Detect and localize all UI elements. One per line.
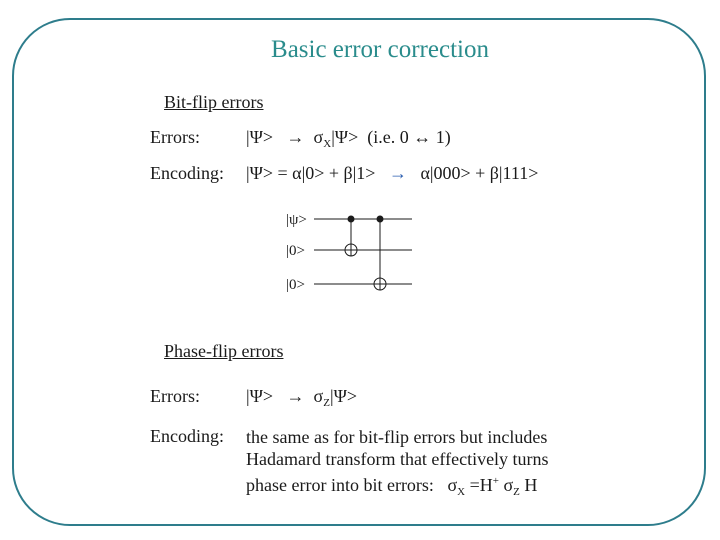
phase-flip-errors-expression <box>246 386 357 409</box>
encoding-circuit <box>280 205 420 300</box>
encoding-rhs: α|000> + β|111> <box>420 163 539 183</box>
bit-flip-errors-label: Errors: <box>150 127 200 147</box>
encoding-line-3 <box>246 470 580 503</box>
encoding-line-2: Hadamard transform that effectively turns <box>246 449 549 469</box>
sigma-z: $\sigma_Z$ <box>313 386 330 409</box>
encoding-arrow: → <box>388 163 407 183</box>
circuit-input-psi: |ψ> <box>286 212 307 228</box>
errors-result: |Ψ> <box>331 127 359 147</box>
circuit-input-zero-1: |0> <box>286 243 305 259</box>
errors-note: (i.e. 0 ↔ 1) <box>367 127 451 147</box>
circuit-input-zero-2: |0> <box>286 277 305 293</box>
bit-flip-heading: Bit-flip errors <box>164 92 264 112</box>
errors-arrow: → <box>286 386 305 406</box>
slide-title: Basic error correction <box>271 36 489 63</box>
hadamard-formula: $\sigma_X =H^+$ $\sigma_Z$ H <box>447 475 538 498</box>
encoding-line-3-text: phase error into bit errors: <box>246 475 434 495</box>
errors-ket: |Ψ> <box>246 386 274 406</box>
phase-flip-encoding-text <box>246 426 580 503</box>
phase-flip-encoding-label: Encoding: <box>150 426 224 446</box>
errors-ket: |Ψ> <box>246 127 274 147</box>
errors-arrow: → <box>286 127 305 147</box>
cnot-2-control <box>377 216 384 223</box>
encoding-lhs: |Ψ> = α|0> + β|1> <box>246 163 376 183</box>
encoding-line-1: the same as for bit-flip errors but includes <box>246 427 548 447</box>
bit-flip-encoding-expression <box>246 163 538 184</box>
errors-result: |Ψ> <box>329 386 358 406</box>
cnot-1-control <box>348 216 355 223</box>
phase-flip-heading: Phase-flip errors <box>164 341 284 361</box>
bit-flip-encoding-label: Encoding: <box>150 163 224 183</box>
sigma-x: $\sigma_X$ <box>313 127 332 150</box>
phase-flip-errors-label: Errors: <box>150 386 200 406</box>
bit-flip-errors-expression <box>246 127 451 150</box>
